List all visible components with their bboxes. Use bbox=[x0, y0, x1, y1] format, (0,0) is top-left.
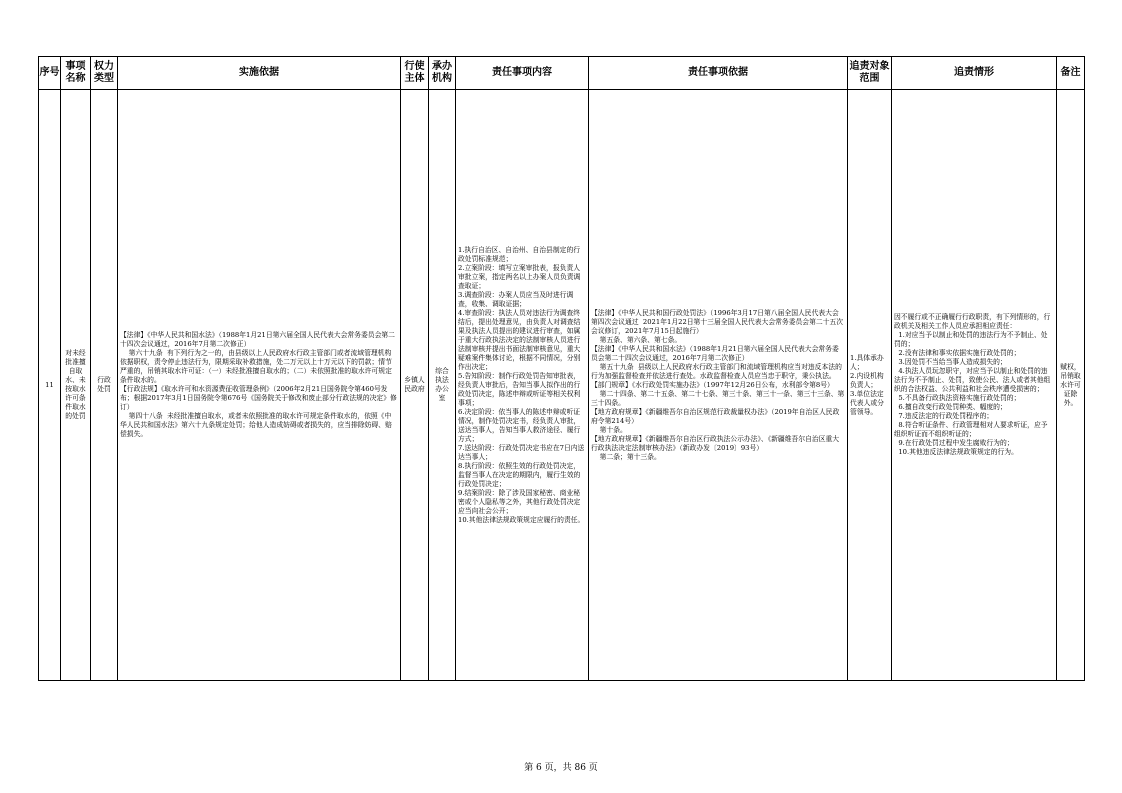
cell-item-name bbox=[61, 90, 91, 681]
header-org: 承办机构 bbox=[429, 57, 456, 90]
header-seq: 序号 bbox=[39, 57, 61, 90]
header-scope: 追责对象范围 bbox=[848, 57, 892, 90]
header-basis: 实施依据 bbox=[118, 57, 401, 90]
cell-scope bbox=[848, 90, 892, 681]
header-row bbox=[39, 57, 1085, 90]
header-power-type: 权力类型 bbox=[91, 57, 118, 90]
duty-content-text: 1.执行自治区、自治州、自治县制定的行政处罚标准规范； 2.立案阶段：填写立案审批表，报负责人审批立案，指定两名以上办案人员负责调查取证； 3.调查阶段：办案人员应当及时进行调查，收集、调取证据； 4.审查阶段：执法人员对违法行为调查终结后，提出处理意见，由负责人对调查结果及执法人员提出的建议进行审查，如属于重大行政执法决定的法制审核人员进行法制审核并提出书面法制审核意见，重大疑难案件集体讨论，根据不同情况，分别作出决定； 5.告知阶段：制作行政处罚告知审批表，经负责人审批后，告知当事人拟作出的行政处罚决定，陈述申辩或听证等相关权利事项； 6.决定阶段：依当事人的陈述申辩或听证情况，制作处罚决定书，经负责人审批，送达当事人，告知当事人救济途径、履行方式； 7.送达阶段：行政处罚决定书应在7日内送达当事人； 8.执行阶段：依照生效的行政处罚决定，监督当事人在决定的期限内，履行生效的行政处罚决定； 9.结案阶段：除了涉及国家秘密、商业秘密或个人隐私等之外，其他行政处罚决定应当向社会公开； 10.其他法律法规政策规定应履行的责任。 bbox=[458, 245, 585, 524]
header-item-name: 事项名称 bbox=[61, 57, 91, 90]
circumstances-text: 因不履行或不正确履行行政职责，有下列情形的，行政机关及相关工作人员应承担相应责任： 1.对应当予以制止和处罚的违法行为不予制止、处罚的； 2.没有法律和事实依据实施行政处罚的； 3.因处罚不当给当事人造成损失的； 4.执法人员玩忽职守，对应当予以制止和处罚的违法行为不予制止、处罚，致使公民、法人或者其他组织的合法权益、公共利益和社会秩序遭受损害的； 5.不具备行政执法资格实施行政处罚的； 6.擅自改变行政处罚种类、幅度的； 7.违反法定的行政处罚程序的； 8.符合听证条件、行政管理相对人要求听证，应予组织听证而不组织听证的； 9.在行政处罚过程中发生腐败行为的； 10.其他违反法律法规政策规定的行为。 bbox=[894, 313, 1051, 456]
cell-org bbox=[429, 90, 456, 681]
cell-subject bbox=[401, 90, 429, 681]
page-footer: 第 6 页，共 86 页 bbox=[524, 763, 598, 773]
power-type-text: 行政处罚 bbox=[97, 376, 111, 393]
responsibility-table bbox=[38, 56, 1085, 681]
header-duty-basis: 责任事项依据 bbox=[589, 57, 848, 90]
table-row bbox=[39, 90, 1085, 681]
header-remarks: 备注 bbox=[1057, 57, 1085, 90]
cell-seq bbox=[39, 90, 61, 681]
remarks-text: 赋权，吊销取水许可证除外。 bbox=[1060, 362, 1081, 407]
header-subject: 行使主体 bbox=[401, 57, 429, 90]
subject-text: 乡镇人民政府 bbox=[404, 376, 425, 393]
scope-text: 1.具体承办人； 2.内设机构负责人； 3.单位法定代表人或分管领导。 bbox=[850, 353, 884, 416]
header-circumstances: 追责情形 bbox=[892, 57, 1057, 90]
basis-text: 【法律】《中华人民共和国水法》（1988年1月21日第六届全国人民代表大会常务委员会第二十四次会议通过，2016年7月第二次修正） 第六十九条 有下列行为之一的，由县级以上人民政府水行政主管部门或者流域管理机构依据职权，责令停止违法行为，限期采取补救措施，处二万元以上十万元以下的罚款；情节严重的，吊销其取水许可证：（一）未经批准擅自取水的；（二）未依照批准的取水许可规定条件取水的。 【行政法规】《取水许可和水资源费征收管理条例》（2006年2月21日国务院令第460号发布；根据2017年3月1日国务院令第676号《国务院关于修改和废止部分行政法规的决定》修订） 第四十八条 未经批准擅自取水，或者未依照批准的取水许可规定条件取水的，依照《中华人民共和国水法》第六十九条规定处罚；给他人造成妨碍或者损失的，应当排除妨碍、赔偿损失。 bbox=[120, 331, 397, 438]
seq-text: 11 bbox=[45, 380, 54, 389]
cell-circumstances bbox=[892, 90, 1057, 681]
cell-basis bbox=[118, 90, 401, 681]
org-text: 综合执法办公室 bbox=[435, 367, 449, 402]
item-name-text: 对未经批准擅自取水、未按取水许可条件取水的处罚 bbox=[65, 349, 86, 420]
header-duty-content: 责任事项内容 bbox=[456, 57, 589, 90]
cell-power-type bbox=[91, 90, 118, 681]
duty-basis-text: 【法律】《中华人民共和国行政处罚法》（1996年3月17日第八届全国人民代表大会第四次会议通过 2021年1月22日第十三届全国人民代表大会常务委员会第二十五次会议修订，2021年7月15日起施行） 第五条、第六条、第七条。 【法律】《中华人民共和国水法》（1988年1月21日第六届全国人民代表大会常务委员会第二十四次会议通过，2016年7月第二次修正） 第五十九条 县级以上人民政府水行政主管部门和流域管理机构应当对违反本法的行为加强监督检查并依法进行查处。水政监督检查人员应当忠于职守，秉公执法。 【部门规章】《水行政处罚实施办法》（1997年12月26日公布，水利部令第8号） 第二十四条、第二十五条、第二十七条、第三十条、第三十一条、第三十三条、第三十四条。 【地方政府规章】《新疆维吾尔自治区规范行政裁量权办法》（2019年自治区人民政府令第214号） 第十条。 【地方政府规章】《新疆维吾尔自治区行政执法公示办法》、《新疆维吾尔自治区重大行政执法决定法制审核办法》（新政办发〔2019〕93号） 第二条；第十三条。 bbox=[591, 308, 845, 461]
cell-duty-content bbox=[456, 90, 589, 681]
cell-remarks bbox=[1057, 90, 1085, 681]
cell-duty-basis bbox=[589, 90, 848, 681]
